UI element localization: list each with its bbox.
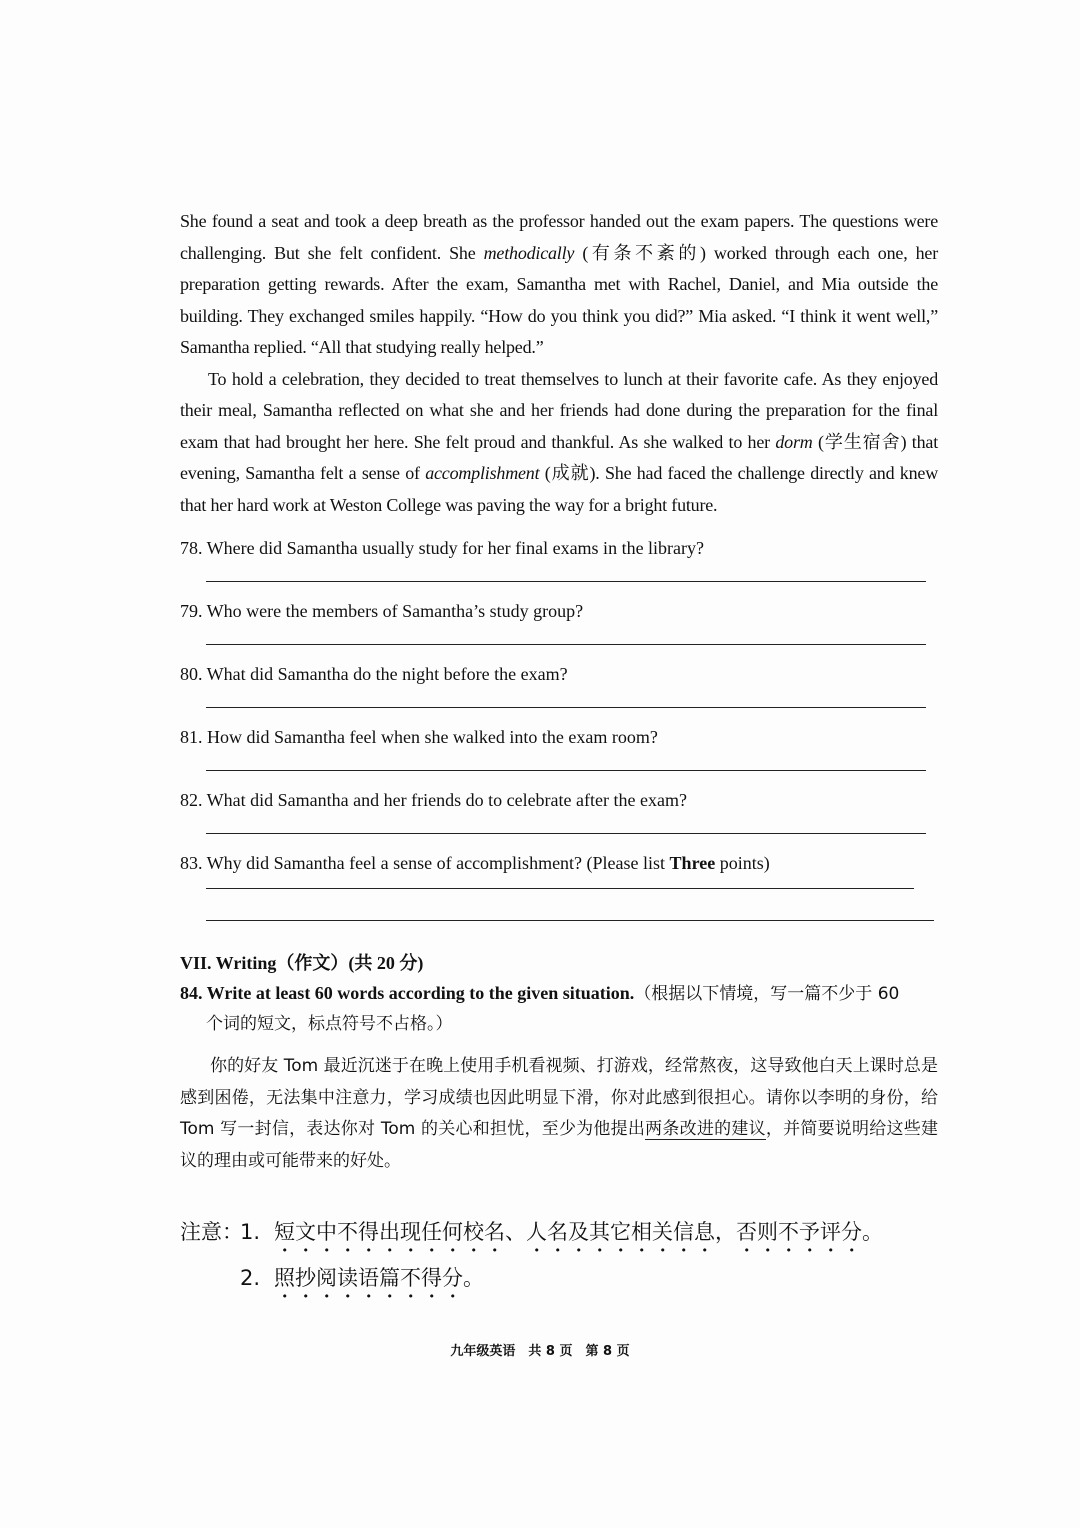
passage-paragraph-1 bbox=[180, 206, 938, 364]
question-83 bbox=[180, 850, 938, 954]
writing-task-english: 84. Write at least 60 words according to the given situation. bbox=[180, 983, 635, 1003]
question-text-part: 83. Why did Samantha feel a sense of accomplishment? (Please list bbox=[180, 853, 670, 873]
writing-task-chinese-cont: 个词的短文，标点符号不占格。） bbox=[206, 1014, 453, 1034]
note-text: 照抄阅读语篇不得分。 bbox=[274, 1266, 484, 1290]
writing-section-title: VII. Writing（作文）(共 20 分) bbox=[180, 953, 424, 973]
question-text-part: points) bbox=[715, 853, 770, 873]
writing-prompt-text: 你的好友 Tom 最近沉迷于在晚上使用手机看视频、打游戏，经常熬夜，这导致他白天上课时总是感到困倦，无法集中注意力，学习成绩也因此明显下滑，你对此感到很担心。请你以李明的身份，给 Tom 写一封信，表达你对 Tom 的关心和担忧，至少为他提出 bbox=[180, 1056, 938, 1139]
question-text: 81. How did Samantha feel when she walked into the exam room? bbox=[180, 727, 658, 747]
writing-task-chinese: （根据以下情境，写一篇不少于 60 bbox=[634, 984, 900, 1004]
note-row-2 bbox=[180, 1257, 938, 1303]
passage-italic-term: accomplishment bbox=[425, 463, 540, 483]
question-bold-word: Three bbox=[669, 853, 716, 873]
answer-line[interactable] bbox=[206, 581, 926, 582]
answer-line-1[interactable] bbox=[206, 888, 914, 889]
writing-prompt-emphasis: 两条改进的建议 bbox=[645, 1119, 766, 1139]
question-80 bbox=[180, 661, 938, 724]
passage-text: (有条不紊的) worked through each one, her preparation getting rewards. After the exam, Samantha met with Rachel, Daniel, and Mia outside the building. They exchanged smiles happily. “How do you think you did?” Mia asked. “I think it went well,” Samantha replied. “All that studying really helped.” bbox=[180, 242, 938, 357]
answer-line[interactable] bbox=[206, 770, 926, 771]
passage-italic-term: methodically bbox=[483, 242, 575, 263]
question-text: 80. What did Samantha do the night before the exam? bbox=[180, 664, 568, 684]
passage-text: To hold a celebration, they decided to treat themselves to lunch at their favorite cafe. As they enjoyed their meal, Samantha reflected on what she and her friends had done during the preparation for the final exam that had brought her here. She felt proud and thankful. As she walked to her bbox=[180, 368, 938, 452]
note-text: 短文中不得出现任何校名、人名及其它相关信息，否则不予评分。 bbox=[274, 1220, 883, 1244]
passage-text: (成就). She had faced the challenge directly and knew that her hard work at Weston College was paving the way for a bright future. bbox=[180, 463, 938, 515]
answer-line[interactable] bbox=[206, 707, 926, 708]
page-content bbox=[180, 206, 938, 1303]
question-text: 82. What did Samantha and her friends do to celebrate after the exam? bbox=[180, 790, 687, 810]
writing-task bbox=[180, 978, 938, 1009]
note-number: 2. bbox=[240, 1266, 261, 1290]
question-text bbox=[180, 850, 938, 876]
notes-label: 注意： bbox=[180, 1220, 243, 1244]
passage-text: She found a seat and took a deep breath as the professor handed out the exam papers. The questions were challenging. But she felt confident. She bbox=[180, 211, 938, 263]
answer-line[interactable] bbox=[206, 833, 926, 834]
page-footer: 九年级英语 共 8 页 第 8 页 bbox=[450, 1344, 630, 1359]
writing-prompt bbox=[180, 1051, 938, 1177]
answer-line-2[interactable] bbox=[206, 920, 934, 921]
passage-paragraph-2 bbox=[180, 364, 938, 522]
question-list bbox=[180, 535, 938, 954]
question-text: 79. Who were the members of Samantha’s study group? bbox=[180, 601, 584, 621]
question-79 bbox=[180, 598, 938, 661]
notes-block bbox=[180, 1211, 938, 1303]
passage-text: (学生宿舍) that evening, Samantha felt a sense of bbox=[180, 431, 938, 483]
question-78 bbox=[180, 535, 938, 598]
question-82 bbox=[180, 787, 938, 850]
note-number: 1. bbox=[240, 1220, 261, 1244]
passage-italic-term: dorm bbox=[775, 431, 813, 452]
answer-line[interactable] bbox=[206, 644, 926, 645]
question-81 bbox=[180, 724, 938, 787]
writing-prompt-text: ，并简要说明给这些建议的理由或可能带来的好处。 bbox=[180, 1119, 939, 1171]
note-row-1 bbox=[180, 1211, 938, 1257]
question-text: 78. Where did Samantha usually study for her final exams in the library? bbox=[180, 538, 705, 558]
